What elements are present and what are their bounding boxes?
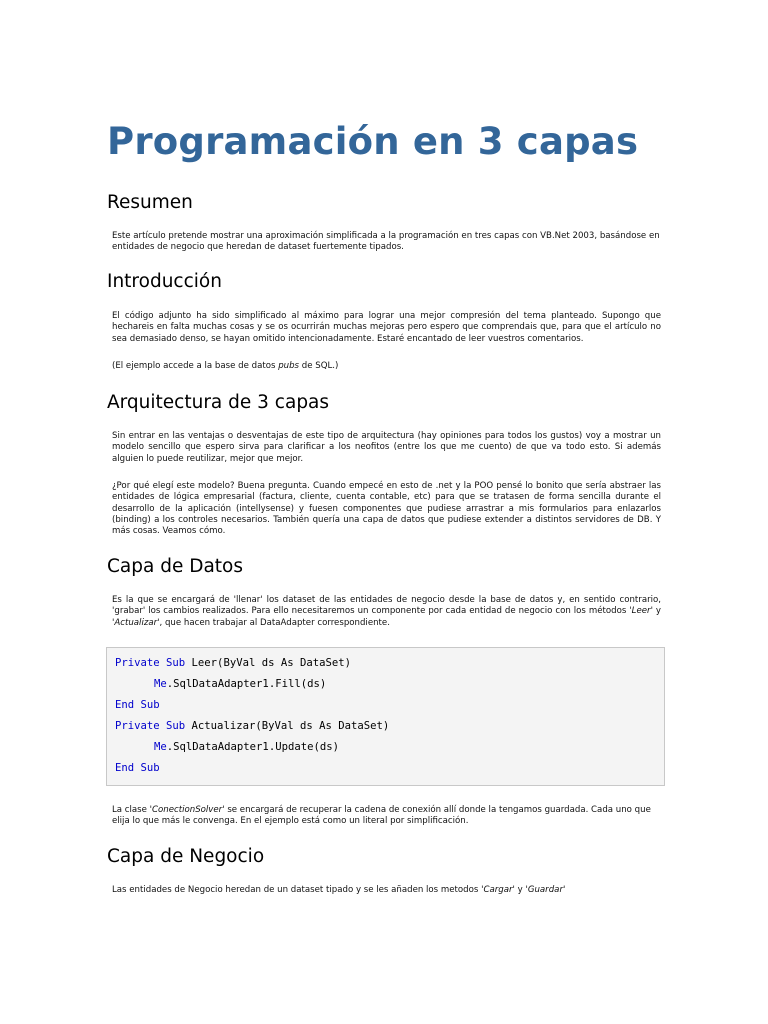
heading-resumen: Resumen [107,192,193,213]
datos-paragraph-1: Es la que se encargará de 'llenar' los dataset de las entidades de negocio desde la base de datos y, en sentido contrario, 'grabar' los cambios realizados. Para ello necesitaremos un componente por cada entidad de negocio con los métodos 'Leer' y 'Actualizar', que hacen trabajar al DataAdapter correspondiente. [112,595,661,628]
page-title: Programación en 3 capas [107,120,639,163]
code-line: Private Sub Actualizar(ByVal ds As DataSet) [115,720,390,732]
code-line: Private Sub Leer(ByVal ds As DataSet) [115,657,351,669]
code-line: Me.SqlDataAdapter1.Update(ds) [154,741,339,753]
code-line: Me.SqlDataAdapter1.Fill(ds) [154,678,327,690]
resumen-paragraph: Este artículo pretende mostrar una aproximación simplificada a la programación en tres capas con VB.Net 2003, basándose en entidades de negocio que heredan de dataset fuertemente tipados. [112,231,660,253]
heading-introduccion: Introducción [107,271,222,292]
heading-capa-datos: Capa de Datos [107,556,244,577]
datos-paragraph-2: La clase 'ConectionSolver' se encargará de recuperar la cadena de conexión allí donde la tengamos guardada. Cada uno que elija lo que más le convenga. En el ejemplo está como un literal por simplificación. [112,805,651,827]
code-block [106,647,665,786]
negocio-paragraph: Las entidades de Negocio heredan de un dataset tipado y se les añaden los metodos 'Cargar' y 'Guardar' [112,885,566,895]
introduccion-paragraph: El código adjunto ha sido simplificado al máximo para lograr una mejor compresión del tema planteado. Supongo que hechareis en falta muchas cosas y se os ocurrirán muchas mejoras pero espero que comprendais que, para que el artículo no sea demasiado denso, se hayan omitido intencionadamente. Estaré encantado de leer vuestros comentarios. [112,311,661,344]
code-line: End Sub [115,699,160,711]
introduccion-note: (El ejemplo accede a la base de datos pubs de SQL.) [112,361,339,371]
code-line: End Sub [115,762,160,774]
arquitectura-paragraph-2: ¿Por qué elegí este modelo? Buena pregunta. Cuando empecé en esto de .net y la POO pensé lo bonito que sería abstraer las entidades de lógica empresarial (factura, cliente, cuenta contable, etc) para que se tratasen de forma sencilla durante el desarrollo de la aplicación (intellysense) y fuesen componentes que pudiese arrastrar a mis formularios para enlazarlos (binding) a los controles necesarios. También quería una capa de datos que pudiese extender a distintos servidores de DB. Y más cosas. Veamos cómo. [112,481,661,537]
arquitectura-paragraph-1: Sin entrar en las ventajas o desventajas de este tipo de arquitectura (hay opiniones para todos los gustos) voy a mostrar un modelo sencillo que espero sirva para clarificar a los neofitos (entre los que me cuento) de que va todo esto. Si además alguien lo puede reutilizar, mejor que mejor. [112,431,661,464]
heading-arquitectura: Arquitectura de 3 capas [107,392,330,413]
heading-capa-negocio: Capa de Negocio [107,846,265,867]
